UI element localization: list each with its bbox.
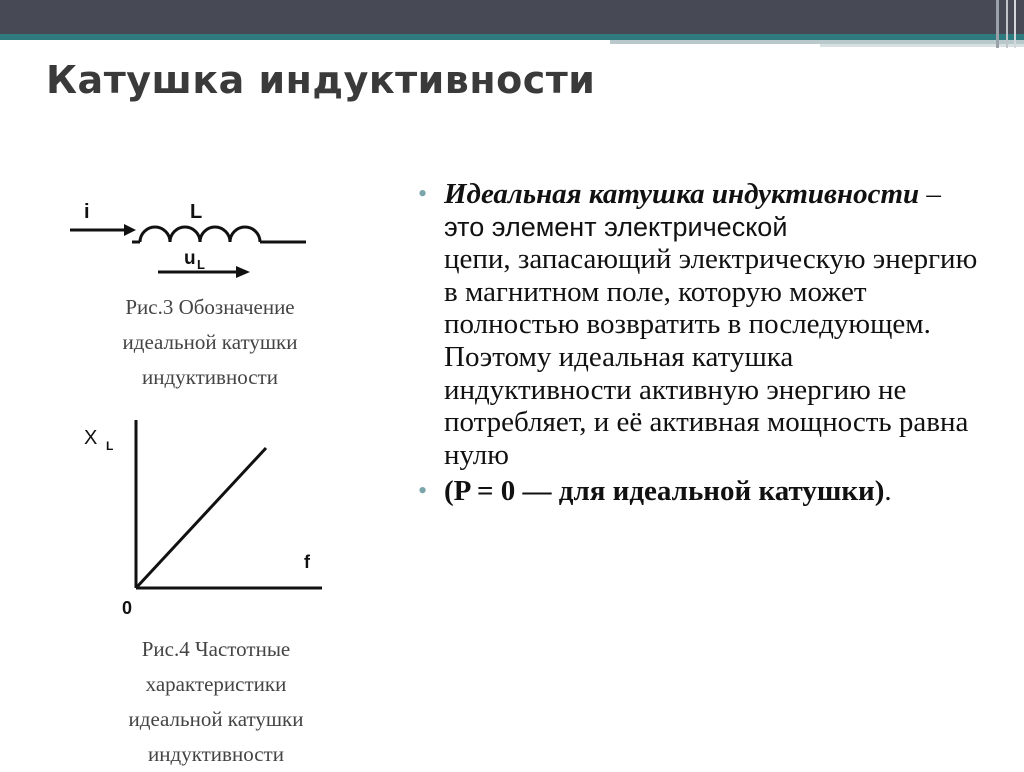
caption-line: Рис.3 Обозначение bbox=[125, 295, 295, 319]
inductor-symbol-figure bbox=[66, 192, 316, 284]
term-dash: – bbox=[919, 178, 941, 210]
label-voltage: u bbox=[184, 248, 196, 269]
current-arrow-head bbox=[124, 224, 136, 236]
frequency-characteristic-figure bbox=[78, 410, 328, 620]
header-band bbox=[0, 0, 1024, 48]
caption-line: Рис.4 Частотные bbox=[141, 637, 291, 661]
x-axis-label: f bbox=[304, 552, 310, 572]
caption-line: индуктивности bbox=[142, 365, 278, 389]
xl-line bbox=[136, 448, 266, 588]
figure4-caption bbox=[76, 632, 356, 772]
power-formula: (P = 0 — для идеальной катушки) bbox=[444, 475, 885, 508]
figure3-caption bbox=[70, 290, 350, 395]
voltage-arrow-head bbox=[236, 266, 250, 278]
y-axis-label: X bbox=[84, 427, 98, 449]
label-current: i bbox=[84, 201, 90, 223]
label-inductance: L bbox=[190, 201, 203, 223]
slide-title: Катушка индуктивности bbox=[46, 58, 596, 102]
y-axis-label-sub: L bbox=[106, 439, 114, 453]
definition-text: цепи, запасающий электрическую энергию в магнитном поле, которую может полностью возвратить в последующем. Поэтому идеальная катушка индуктивности активную энергию не потребляет, и её активная мощность равна нулю bbox=[444, 243, 978, 471]
caption-line: идеальной катушки bbox=[128, 707, 304, 731]
bullet-power-note bbox=[408, 475, 988, 508]
bullet-definition bbox=[408, 178, 988, 471]
definition-start: это элемент электрической bbox=[444, 211, 788, 242]
power-note-end: . bbox=[884, 475, 892, 508]
defined-term: Идеальная катушка индуктивности bbox=[444, 178, 920, 210]
inductor-coil bbox=[140, 227, 260, 242]
caption-line: идеальной катушки bbox=[122, 330, 298, 354]
origin-label: 0 bbox=[122, 598, 133, 618]
definition-bullets bbox=[408, 178, 988, 508]
caption-line: характеристики bbox=[145, 672, 287, 696]
caption-line: индуктивности bbox=[148, 742, 284, 766]
label-voltage-sub: L bbox=[197, 257, 205, 272]
